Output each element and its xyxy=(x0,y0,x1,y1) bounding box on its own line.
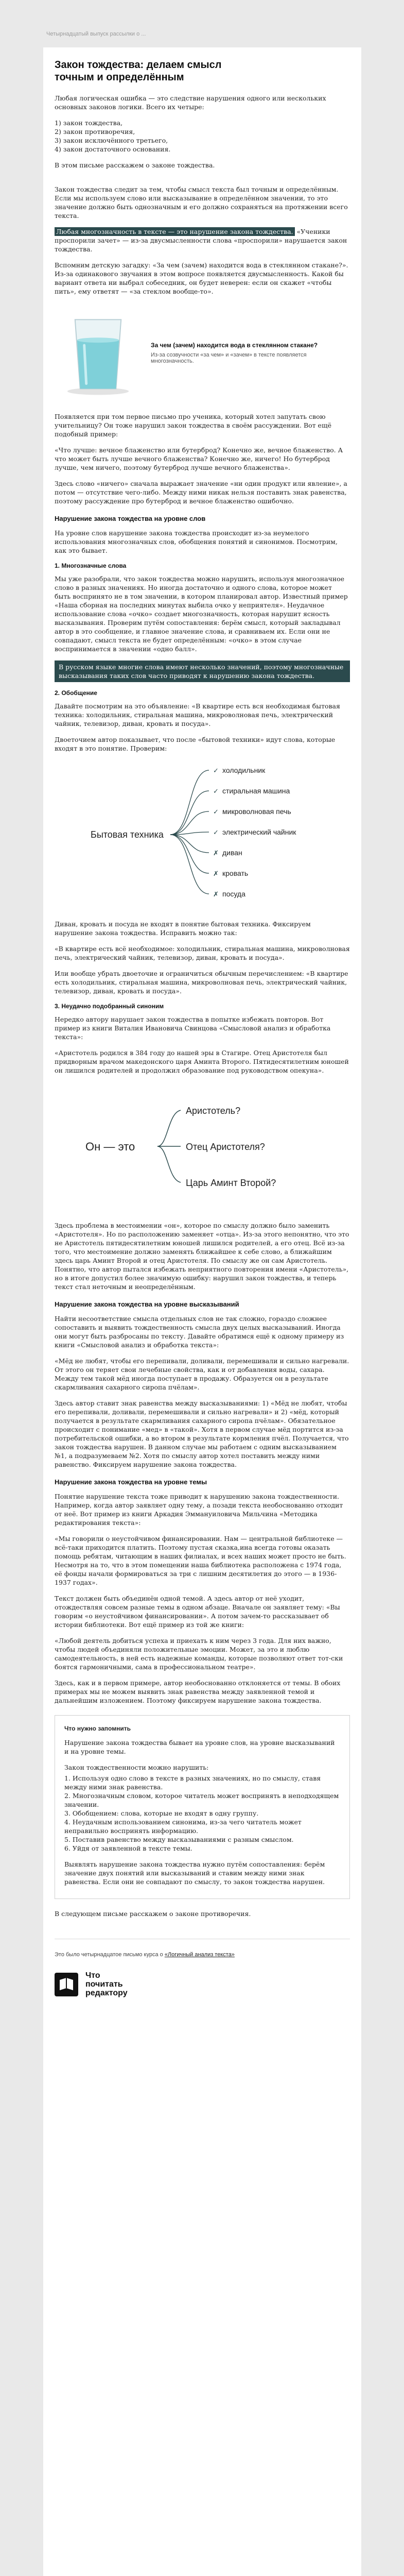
top-note: Четырнадцатый выпуск рассылки о ... xyxy=(46,31,146,37)
laws-list xyxy=(55,118,350,154)
logo-line: Что xyxy=(85,1971,100,1980)
section-heading: Нарушение закона тождества на уровне высказываний xyxy=(55,1300,239,1308)
list-item: 4. Неудачным использованием синонима, из-за чего читатель может неправильно воспринять информацию. xyxy=(64,1818,302,1835)
mindmap-item: холодильник xyxy=(222,766,266,774)
glass-icon xyxy=(60,309,136,397)
logo[interactable] xyxy=(55,1971,350,1997)
paragraph: Мы уже разобрали, что закон тождества можно нарушить, используя многозначное слово в разных значениях. Но иногда достаточно и одного слова, которое может быть воспринято не в том значении, в котором планировал автор. Известный пример «Наша сборная на последних минутах выбила очко у неприятеля». Неудачное использование слова «очко» создает многозначность, которая нарушит ясность высказывания. Проверим путём сопоставления: берём смысл, который закладывал автор в это сообщение, и главное значение слова, и сравниваем их. Если они не совпадают, смысл текста не будет определённым: «очко» в этом случае воспринимается в значении «одно балл». xyxy=(55,575,348,653)
mindmap-item: электрический чайник xyxy=(222,828,296,836)
closing-paragraph: В следующем письме расскажем о законе противоречия. xyxy=(55,1910,251,1918)
mindmap-branch xyxy=(170,835,209,853)
paragraph: Здесь слово «ничего» сначала выражает значение «ни один продукт или явление», а потом — отсутствие чего-либо. Между ними никак нельзя поставить знак равенства, поэтому рассуждение про бутерброд и вечное блаженство ошибочно. xyxy=(55,480,347,505)
glass-illustration xyxy=(60,309,350,397)
intro-lead: Любая логическая ошибка — это следствие нарушения одного или нескольких основных законов логики. Всего их четыре: xyxy=(55,94,326,111)
paragraph: «Мёд не любят, чтобы его перепивали, доливали, перемешивали и сильно нагревали. От этого он теряет свои лечебные свойства, как и от добавления воды, сахара. Между тем такой мёд иногда поступает в продажу. Образуется он в результате скармливания сахарного сиропа пчёлам». xyxy=(55,1357,349,1391)
logo-line: редактору xyxy=(85,1989,128,1997)
summary-box xyxy=(55,1715,350,1899)
paragraph: Найти несоответствие смысла отдельных слов не так сложно, гораздо сложнее сопоставить и выявить тождественность смысла двух целых высказываний. Иногда они могут быть разбросаны по тексту. Давайте обратимся ещё к одному примеру из книги «Смысловой анализ и обработка текста»: xyxy=(55,1315,344,1349)
list-item: 3. Обобщением: слова, которые не входят в одну группу. xyxy=(64,1809,259,1817)
mindmap-item: кровать xyxy=(222,869,249,877)
summary-list xyxy=(64,1774,340,1853)
footer xyxy=(55,1939,350,1997)
intro-after: В этом письме расскажем о законе тождества. xyxy=(55,161,215,169)
paragraph: Двоеточием автор показывает, что после «бытовой техники» идут слова, которые входят в это понятие. Проверим: xyxy=(55,736,336,752)
cross-icon: ✗ xyxy=(213,891,219,899)
list-item: 4) закон достаточного основания. xyxy=(55,145,171,153)
highlight: Любая многозначность в тексте — это нарушение закона тождества. xyxy=(55,227,295,236)
summary-paragraph: Выявлять нарушение закона тождества нужно путём сопоставления: берём значение двух понятий или высказываний и ставим между ними знак равенства. Если они не совпадают по смыслу, то закон тождества нарушен. xyxy=(64,1860,325,1886)
paragraph: «Мы говорили о неустойчивом финансировании. Нам — центральной библиотеке — всё-таки приходится платить. Поэтому пустая сказка,ина всегда готовы оказать помощь ребятам, читающим в наших филиалах, и всех наших может просто не быть. Несмотря на то, что в этом помещении наша библиотека расположена с 1974 года, её фонды начали формироваться за три с лишним десятилетия до этого — в 1936-1937 годах». xyxy=(55,1535,346,1586)
check-icon: ✓ xyxy=(213,808,219,816)
list-item: 6. Уйдя от заявленной в тексте темы. xyxy=(64,1844,192,1852)
mindmap-item: стиральная машина xyxy=(222,787,290,795)
pronoun-svg xyxy=(55,1082,350,1211)
paragraph: Закон тождества следит за тем, чтобы смысл текста был точным и определённым. Если мы используем слово или высказывание в определённом значении, то это значение должно быть однозначным и его должно сохраняться на протяжении всего текста. xyxy=(55,185,348,219)
paragraph: Или вообще убрать двоеточие и ограничиться обычным перечислением: «В квартире есть холодильник, стиральная машина, микроволновая печь, электрический чайник, телевизор, диван, кровать и посуда». xyxy=(55,970,348,995)
paragraph: Понятие нарушение текста тоже приводит к нарушению закона тождественности. Например, когда автор заявляет одну тему, а позади текста необоснованно отходит от неё. Вот пример из книги Аркадия Эммануиловича Мильчина «Методика редактирования текста»: xyxy=(55,1493,343,1527)
list-item: 1) закон тождества, xyxy=(55,119,123,127)
list-item: 1. Используя одно слово в тексте в разных значениях, но по смыслу, ставя между ними знак равенства. xyxy=(64,1774,321,1791)
summary-paragraph: Нарушение закона тождества бывает на уровне слов, на уровне высказываний и на уровне темы. xyxy=(64,1739,335,1755)
option-king: Царь Аминт Второй? xyxy=(186,1178,276,1188)
subsection-heading: 2. Обобщение xyxy=(55,689,97,697)
mindmap-item: микроволновая печь xyxy=(222,807,291,816)
footer-text-before: Это было четырнадцатое письмо курса о xyxy=(55,1952,165,1958)
section-heading: Нарушение закона тождества на уровне темы xyxy=(55,1478,207,1486)
highlight-block: В русском языке многие слова имеют несколько значений, поэтому многозначные высказывания таких слов часто приводят к нарушению закона тождества. xyxy=(55,660,350,682)
subsection-heading: 3. Неудачно подобранный синоним xyxy=(55,1003,164,1010)
glass-question: За чем (зачем) находится вода в стеклянном стакане? xyxy=(151,342,318,349)
mindmap-branch xyxy=(170,791,209,835)
subsection-heading: 1. Многозначные слова xyxy=(55,562,127,569)
list-item: 5. Поставив равенство между высказываниями с разным смыслом. xyxy=(64,1836,294,1843)
list-item: 3) закон исключённого третьего, xyxy=(55,137,168,144)
mindmap-branch xyxy=(170,770,209,835)
logo-mark-icon xyxy=(55,1973,78,1996)
paragraph: Диван, кровать и посуда не входят в понятие бытовая техника. Фиксируем нарушение закона тождества. Исправить можно так: xyxy=(55,920,311,937)
email-card xyxy=(43,47,361,2576)
check-icon: ✓ xyxy=(213,767,219,775)
paragraph: Вспомним детскую загадку: «За чем (зачем) находится вода в стеклянном стакане?». Из-за одинакового звучания в этом вопросе появляется двусмысленность. Какой бы вариант ответа ни выбрал собеседник, он будет неверен: если он скажет «чтобы пить», ему ответят — «за стеклом вообще-то». xyxy=(55,261,348,295)
paragraph: Здесь автор ставит знак равенства между высказываниями: 1) «Мёд не любят, чтобы его перепивали, доливали, перемешивали и сильно нагревали» и 2) «мёд, который получается в результате скармливания сахарного сиропа пчёлам». Обязательное происходит с понимание «мед» в «такой». Хотя в первом случае мёд портится из-за потребительской ошибки, а во втором в результате кормления пчёл. Получается, что закон тождества нарушен. В данном случае мы работаем с одним высказыванием №1, а подразумеваем №2. Хотя по смыслу автор хотел поставить между ними равенство. Фиксируем нарушение закона тождества. xyxy=(55,1399,349,1468)
paragraph: На уровне слов нарушение закона тождества происходит из-за неумелого использования многозначных слов, обобщения понятий и синонимов. Посмотрим, как это бывает. xyxy=(55,529,338,554)
paragraph-rest: «Учeники проспорили зачет» — из-за двусмысленности слова «проспорили» нарушается закон тождества. xyxy=(55,228,347,253)
paragraph: Текст должен быть объединён одной темой. А здесь автор от неё уходит, отождествляя совсем разные темы в одном абзаце. Вначале он заявляет тему: «Вы говорим «о неустойчивом финансировании». А потом зачем-то рассказывает об истории библиотеки. Вот ещё пример из той же книги: xyxy=(55,1595,340,1629)
email-title: Закон тождества: делаем смысл точным и определённым xyxy=(55,59,222,83)
paragraph xyxy=(55,227,350,253)
option-aristotle: Аристотель? xyxy=(186,1106,241,1116)
footer-text xyxy=(55,1952,350,1958)
logo-line: почитать xyxy=(85,1980,123,1989)
paragraph: «Что лучше: вечное блаженство или бутерброд? Конечно же, вечное блаженство. А что может быть лучше вечного блаженства? Конечно же, ничего! Но бутерброд лучше, чем ничего, поэтому бутерброд лучше вечного блаженства». xyxy=(55,446,343,471)
option-father: Отец Аристотеля? xyxy=(186,1142,265,1152)
mindmap-branch xyxy=(170,835,209,873)
course-link[interactable]: «Логичный анализ текста» xyxy=(164,1952,235,1958)
cross-icon: ✗ xyxy=(213,870,219,878)
paragraph: «В квартире есть всё необходимое: холодильник, стиральная машина, микроволновая печь, электрический чайник, телевизор, диван, кровать и посуда». xyxy=(55,945,350,961)
mindmap-branch xyxy=(170,811,209,835)
cross-icon: ✗ xyxy=(213,850,219,857)
summary-paragraph: Закон тождественности можно нарушить: xyxy=(64,1764,209,1771)
paragraph: Появляется при том первое письмо про ученика, который хотел запутать свою учительницу? Он тоже нарушил закон тождества в своём рассуждении. Вот ещё подобный пример: xyxy=(55,413,331,438)
mindmap-svg xyxy=(55,760,350,909)
check-icon: ✓ xyxy=(213,829,219,837)
summary-title: Что нужно запомнить xyxy=(64,1725,131,1732)
glass-note: Из-за созвучности «за чем» и «зачем» в тексте появляется многозначность. xyxy=(151,352,307,364)
pronoun-diagram xyxy=(55,1082,350,1211)
paragraph: Здесь, как и в первом примере, автор необоснованно отклоняется от темы. В обоих примерах мы не можем выявить знак равенства между заявленной темой и дальнейшим изложением. Поэтому фиксируем нарушение закона тождества. xyxy=(55,1679,341,1704)
paragraph: «Аристотель родился в 384 году до нашей эры в Стагире. Отец Аристотеля был придворным врачом македонского царя Аминта Второго. Пятидесятилетним юношей он лишился родителей и продолжил образование под руководством опекуна». xyxy=(55,1049,349,1074)
pronoun-lhs: Он — это xyxy=(85,1140,135,1153)
logo-text xyxy=(85,1971,128,1997)
appliance-mindmap xyxy=(55,760,350,909)
paragraph: Давайте посмотрим на это объявление: «В квартире есть вся необходимая бытовая техника: холодильник, стиральная машина, микроволновая печь, электрический чайник, телевизор, диван, кровать и посуда». xyxy=(55,702,340,727)
glass-caption xyxy=(151,342,350,364)
mindmap-root: Бытовая техника xyxy=(91,829,164,840)
list-item: 2) закон противоречия, xyxy=(55,128,135,135)
list-item: 2. Многозначным словом, которое читатель может воспринять в неподходящем значении. xyxy=(64,1792,339,1808)
paragraph: Нередко автору нарушает закон тождества в попытке избежать повторов. Вот пример из книги Виталия Ивановича Свинцова «Смысловой анализ и обработка текста»: xyxy=(55,1015,331,1041)
section-heading: Нарушение закона тождества на уровне слов xyxy=(55,515,206,522)
check-icon: ✓ xyxy=(213,788,219,795)
mindmap-item: посуда xyxy=(222,890,245,898)
paragraph: Здесь проблема в местоимении «он», которое по смыслу должно было заменить «Аристотеля». Но по расположению заменяет «отца». Из-за этого непонятно, что это не Аристотель пятидесятилетним юношей лишился родителей, а его отец. Всё из-за того, что местоимение должно заменять ближайшее к себе слово, а ближайшим здесь царь Аминт Второй и отец Аристотеля. По смыслу же он сам Аристотель. Понятно, что автор пытался избежать неприятного повторения имени «Аристотель», но в итоге допустил более значимую ошибку: нарушил закон тождества, и теперь текст стал неточным и неопределённым. xyxy=(55,1222,349,1291)
paragraph: «Любой деятель добиться успеха и приехать к ним через 3 года. Для них важно, чтобы людей объединяли положительные эмоции. Может, за это и люблю самодеятельность, в ней есть надежные команды, которые позволяют ответ тот-ски боятся гармоничными, сама в профессиональном театре». xyxy=(55,1637,343,1671)
mindmap-item: диван xyxy=(222,849,242,857)
